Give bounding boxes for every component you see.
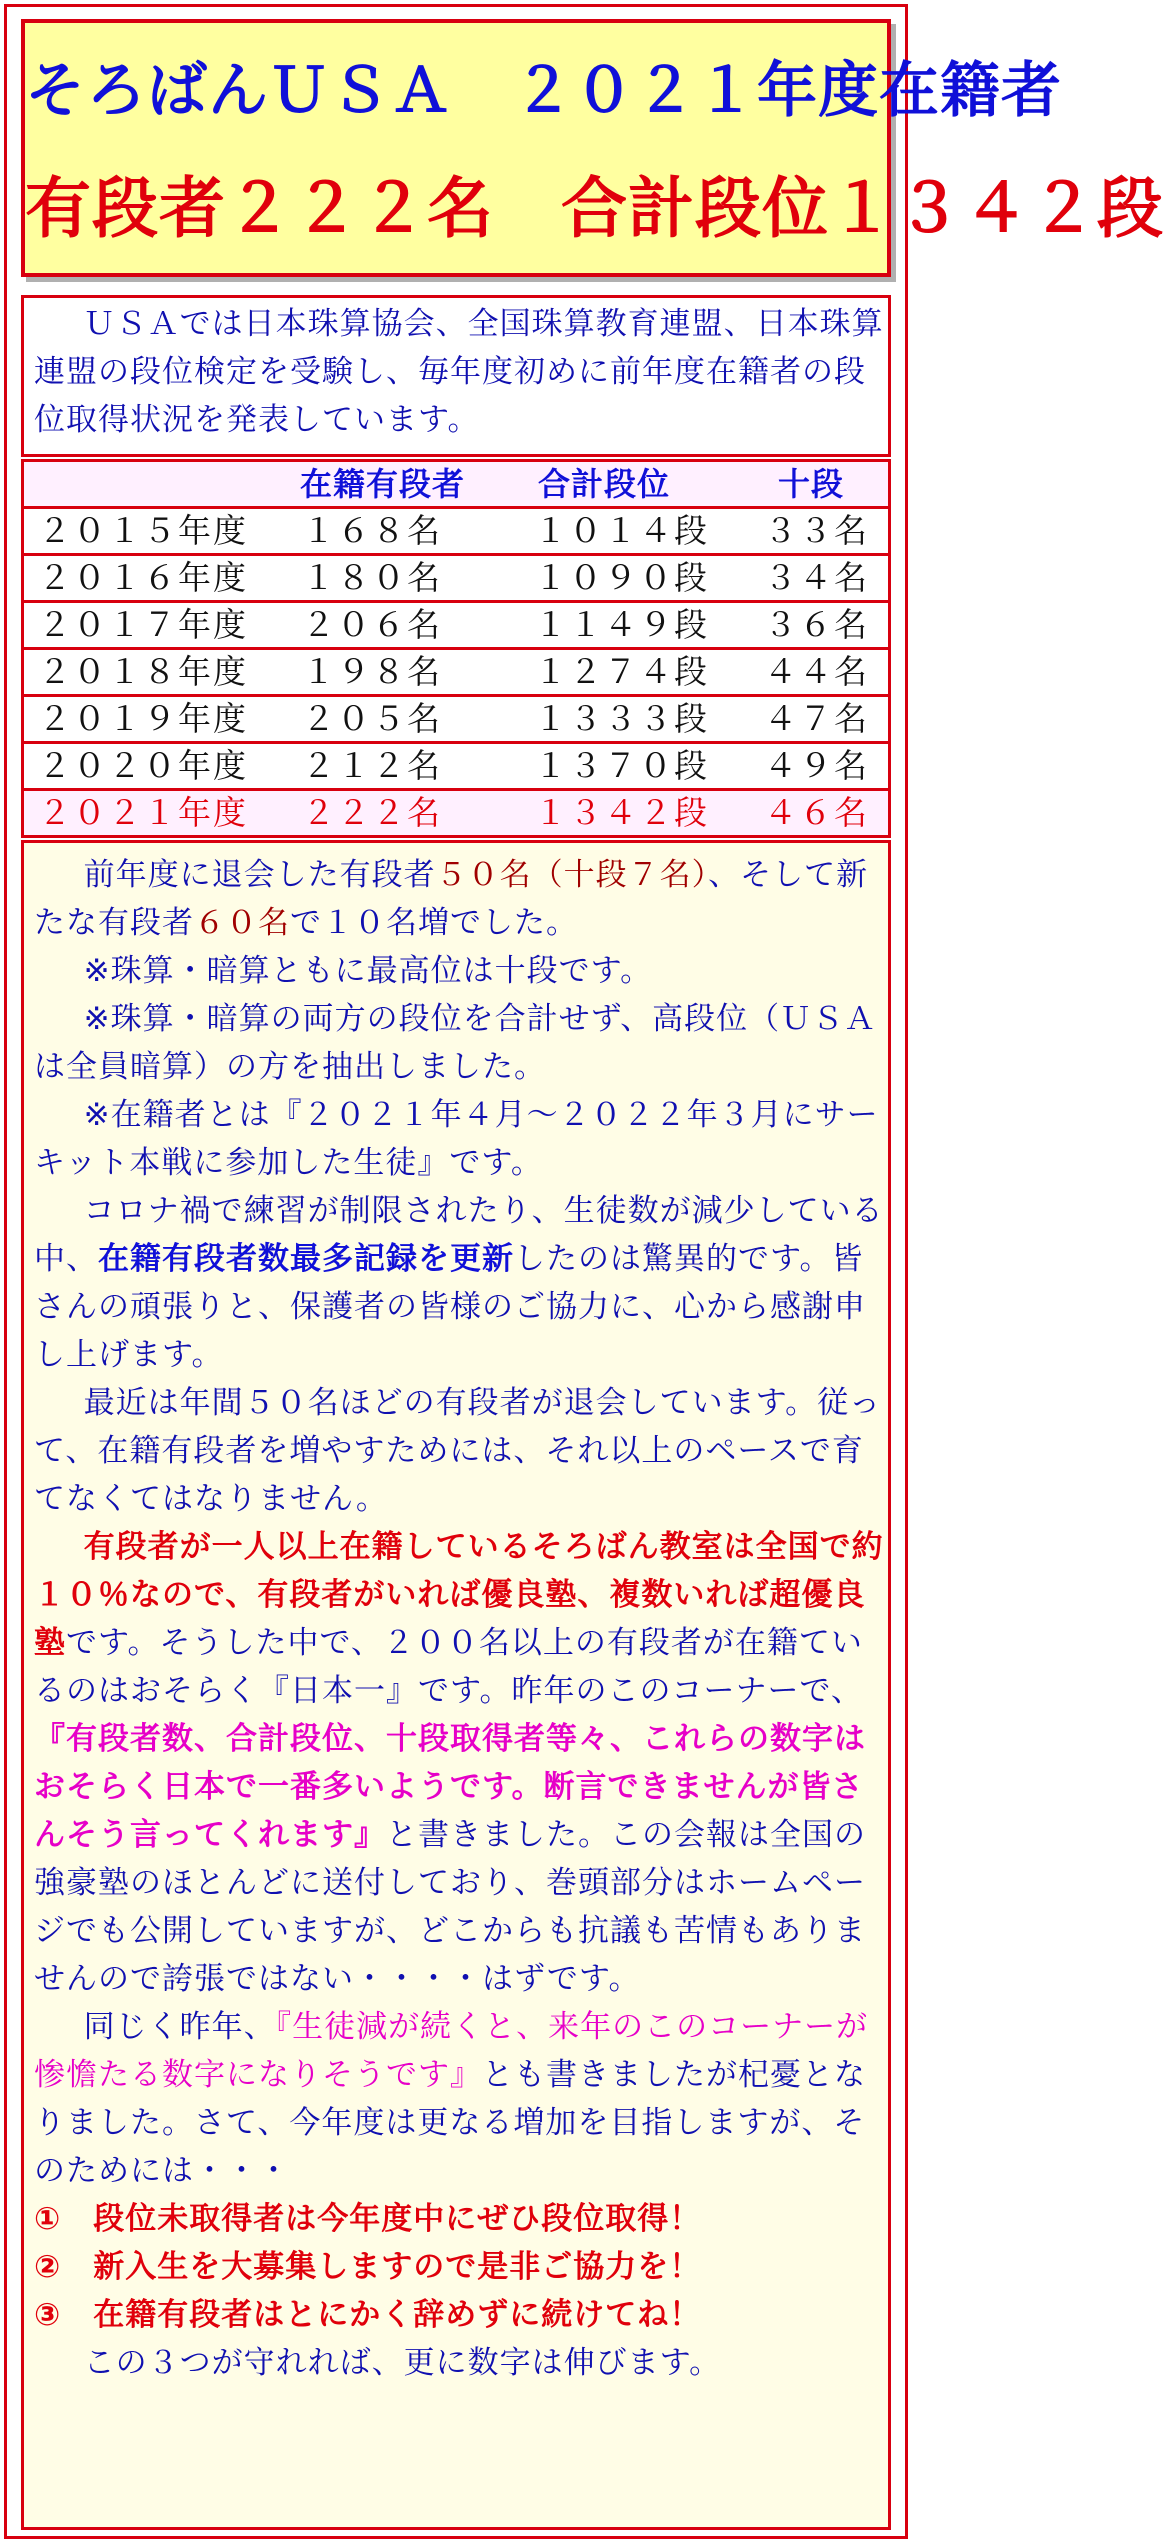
intro-text-block	[34, 300, 884, 444]
tenth-dan-cell: ４９名	[764, 746, 869, 785]
table-row	[24, 647, 888, 694]
header-total-dan: 合計段位	[538, 465, 671, 503]
table-row	[24, 741, 888, 788]
highlight-quote-decline: 『生徒減が続くと、来年のこのコーナーが惨憺たる数字になりそうです』	[34, 2009, 869, 2093]
tenth-dan-cell: ３６名	[764, 605, 869, 644]
intro-box	[21, 295, 891, 457]
text-span: とも書きましたが杞憂となりました。さて、今年度は更なる増加を目指しますが、そのためには・・・	[34, 2057, 866, 2189]
dan-holders-cell: １６８名	[302, 511, 442, 550]
text-span: したのは驚異的です。皆さんの頑張りと、保護者の皆様のご協力に、心から感謝申し上げます。	[34, 1241, 866, 1373]
table-row-current-year	[24, 788, 888, 835]
year-cell: ２０２０年度	[38, 746, 248, 785]
title-banner	[21, 19, 1164, 277]
text-span: で１０名増でした。	[290, 905, 578, 941]
goal-item-3: ③ 在籍有段者はとにかく辞めずに続けてね！	[34, 2297, 702, 2333]
dan-holders-cell: ２０５名	[302, 699, 442, 738]
text-span: 、そして新たな有段者	[34, 857, 869, 941]
text-span: と書きました。この会報は全国の強豪塾のほとんどに送付しており、巻頭部分はホームページでも公開していますが、どこからも抗議も苦情もありませんので誇張ではない・・・・はずです。	[34, 1817, 866, 1997]
year-cell: ２０１９年度	[38, 699, 248, 738]
paragraph-retirement	[34, 851, 886, 947]
title-line-2: 有段者２２２名 合計段位１３４２段	[25, 170, 1164, 247]
goal-item-2: ② 新入生を大募集しますので是非ご協力を！	[34, 2249, 702, 2285]
text-span: コロナ禍で練習が制限されたり、生徒数が減少している中、	[34, 1193, 884, 1277]
goal-item-1: ① 段位未取得者は今年度中にぜひ段位取得！	[34, 2201, 702, 2237]
year-cell: ２０１７年度	[38, 605, 248, 644]
highlight-record: 在籍有段者数最多記録を更新	[98, 1241, 514, 1277]
paragraph-record	[34, 1187, 886, 1379]
tenth-dan-cell: ３４名	[764, 558, 869, 597]
total-dan-cell: １３７０段	[534, 746, 709, 785]
table-row	[24, 553, 888, 600]
article-body-text	[34, 851, 886, 2387]
table-row	[24, 600, 888, 647]
year-cell: ２０１８年度	[38, 652, 248, 691]
article-body-box	[21, 840, 891, 2530]
table-row	[24, 506, 888, 553]
total-dan-cell: １０９０段	[534, 558, 709, 597]
highlight-excellent-school: 有段者が一人以上在籍しているそろばん教室は全国で約１０％なので、有段者がいれば優良塾、複数いれば超優良塾	[34, 1529, 884, 1661]
dan-holders-cell: ２０６名	[302, 605, 442, 644]
dan-holders-cell: １８０名	[302, 558, 442, 597]
total-dan-cell: １１４９段	[534, 605, 709, 644]
closing-sentence: この３つが守れれば、更に数字は伸びます。	[83, 2345, 722, 2381]
year-cell: ２０１６年度	[38, 558, 248, 597]
paragraph-last-year	[34, 2003, 886, 2195]
note-rank-selection: ※珠算・暗算の両方の段位を合計せず、高段位（ＵＳＡは全員暗算）の方を抽出しました。	[34, 1001, 877, 1085]
table-row	[24, 694, 888, 741]
year-cell: ２０２１年度	[38, 793, 248, 832]
note-enrollment-definition: ※在籍者とは『２０２１年４月～２０２２年３月にサーキット本戦に参加した生徒』です。	[34, 1097, 879, 1181]
text-span: です。そうした中で、２００名以上の有段者が在籍ているのはおそらく『日本一』です。昨年のこのコーナーで、	[34, 1625, 863, 1709]
intro-paragraph: ＵＳＡでは日本珠算協会、全国珠算教育連盟、日本珠算連盟の段位検定を受験し、毎年度初めに前年度在籍者の段位取得状況を発表しています。	[34, 306, 884, 438]
dan-holders-cell: ２２２名	[302, 793, 442, 832]
header-dan-holders: 在籍有段者	[300, 465, 466, 503]
paragraph-pace: 最近は年間５０名ほどの有段者が退会しています。従って、在籍有段者を増やすためには、それ以上のペースで育てなくてはなりません。	[34, 1385, 882, 1517]
title-line-1: そろばんＵＳＡ ２０２１年度在籍者	[25, 56, 1062, 126]
highlight-retired-count: ５０名（十段７名）	[435, 857, 709, 893]
tenth-dan-cell: ４６名	[764, 793, 869, 832]
dan-holders-cell: ２１２名	[302, 746, 442, 785]
tenth-dan-cell: ４４名	[764, 652, 869, 691]
tenth-dan-cell: ３３名	[764, 511, 869, 550]
table-header-row	[24, 462, 888, 506]
text-span: 前年度に退会した有段者	[83, 857, 436, 893]
note-highest-rank: ※珠算・暗算ともに最高位は十段です。	[83, 953, 653, 989]
total-dan-cell: １３４２段	[534, 793, 709, 832]
highlight-new-count: ６０名	[194, 905, 290, 941]
dan-holders-table	[21, 459, 891, 838]
header-tenth-dan: 十段	[778, 465, 845, 503]
highlight-quote-last-year: 『有段者数、合計段位、十段取得者等々、これらの数字はおそらく日本で一番多いようです。断言できませんが皆さんそう言ってくれます』	[34, 1721, 866, 1853]
text-span: 同じく昨年、	[83, 2009, 276, 2045]
page-frame	[4, 4, 1164, 2539]
tenth-dan-cell: ４７名	[764, 699, 869, 738]
paragraph-ranking	[34, 1523, 886, 2003]
total-dan-cell: １０１４段	[534, 511, 709, 550]
total-dan-cell: １２７４段	[534, 652, 709, 691]
total-dan-cell: １３３３段	[534, 699, 709, 738]
dan-holders-cell: １９８名	[302, 652, 442, 691]
year-cell: ２０１５年度	[38, 511, 248, 550]
